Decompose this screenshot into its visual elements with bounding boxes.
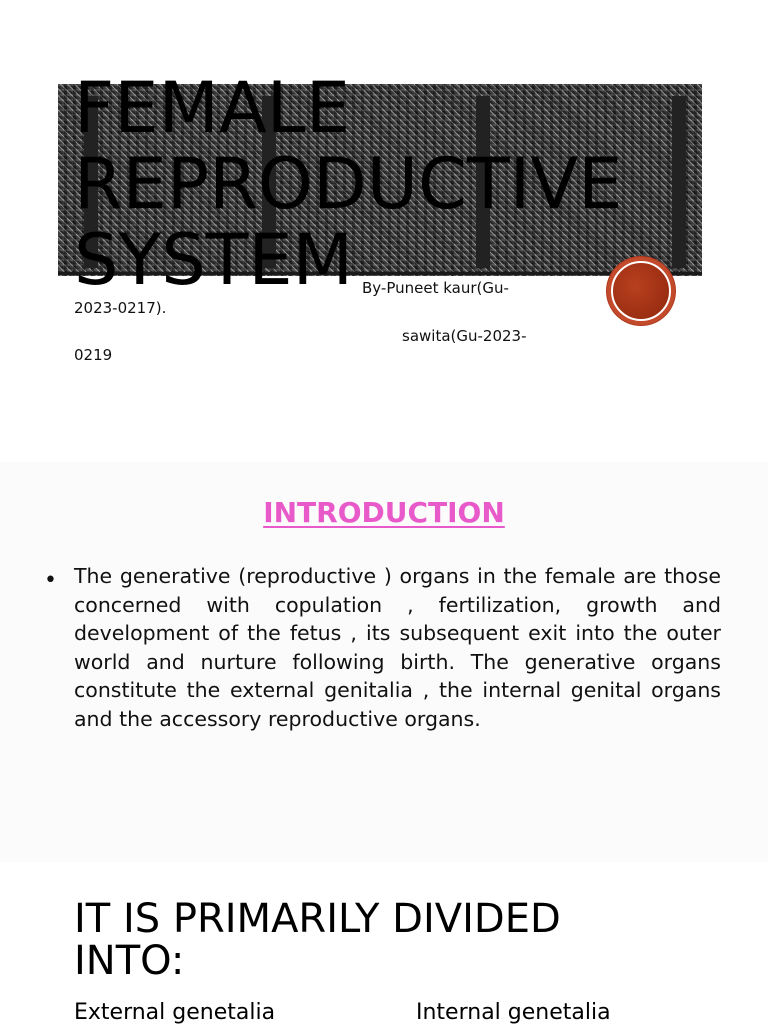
author-line: sawita(Gu-2023- [402,327,527,345]
author-line: By-Puneet kaur(Gu- [362,279,509,297]
decorative-circle-inner [611,261,671,321]
division-title: IT IS PRIMARILY DIVIDED INTO: [74,896,561,984]
bullet-icon: • [44,568,57,593]
introduction-paragraph: The generative (reproductive ) organs in the female are those concerned with copulation , fertilization, growth and development of the fetus , its subsequent exit into the outer world and nurture following birth. The generative organs constitute the external genitalia , the internal genital organs and the accessory reproductive organs. [74,564,721,731]
author-line: 2023-0217). [74,299,167,317]
title-line: FEMALE [74,67,351,149]
decorative-circle [607,257,675,325]
title-band-bar [672,96,686,268]
title-line: SYSTEM [74,219,354,301]
title-line: REPRODUCTIVE [74,143,623,225]
introduction-heading [0,496,768,529]
slide-title [74,67,623,301]
author-line: 0219 [74,346,113,364]
column-label-internal: Internal genetalia [416,1000,611,1025]
introduction-heading-text: INTRODUCTION [263,496,505,529]
column-label-external: External genetalia [74,1000,276,1025]
